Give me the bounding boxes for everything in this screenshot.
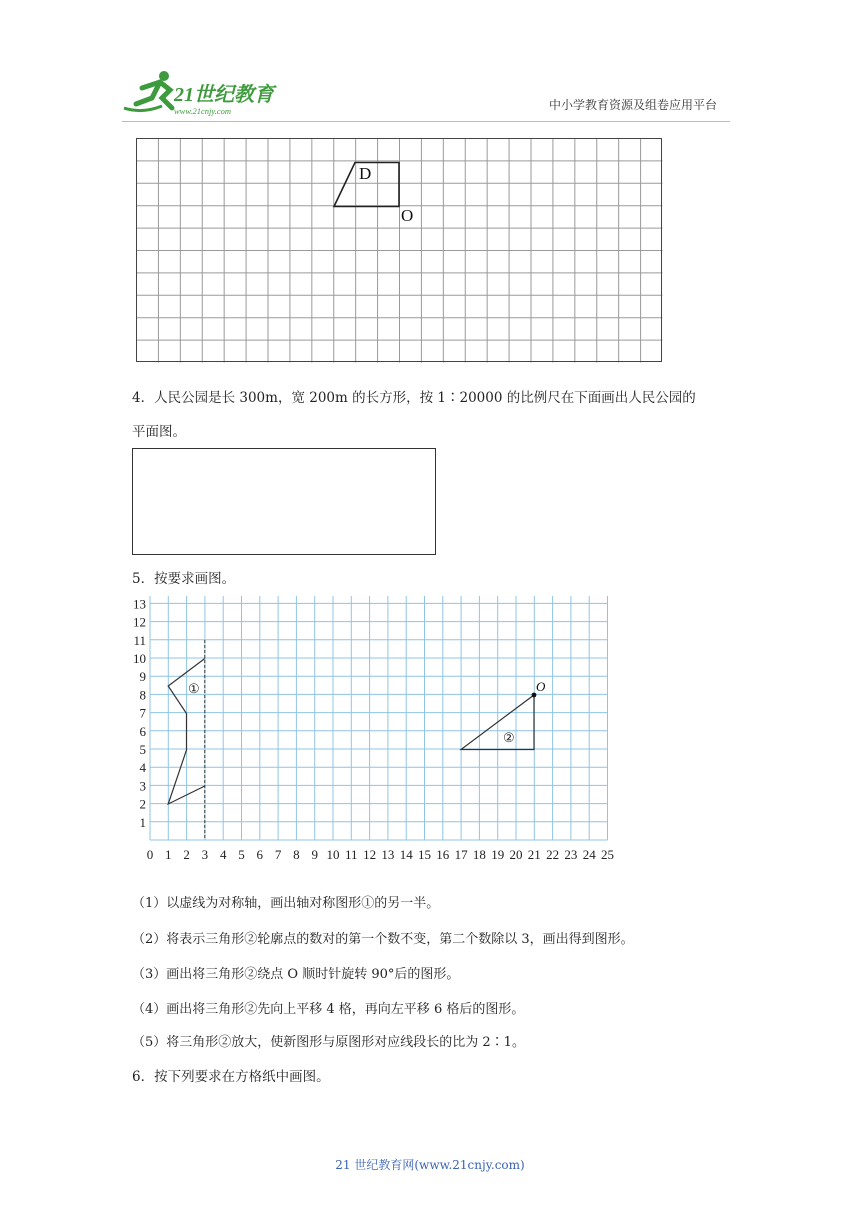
y-tick-label: 11 (133, 632, 146, 648)
x-tick-label: 21 (527, 847, 541, 862)
logo-url-text: www.21cnjy.com (174, 106, 231, 116)
y-tick-label: 5 (139, 742, 146, 757)
coordinate-grid-figure (120, 596, 620, 881)
x-tick-label: 17 (454, 847, 468, 862)
q4-line1: 4．人民公园是长 300m，宽 200m 的长方形，按 1∶20000 的比例尺在下面画出人民公园的 (132, 390, 696, 406)
x-tick-label: 4 (219, 847, 227, 862)
x-tick-label: 19 (491, 847, 505, 862)
x-tick-label: 18 (472, 847, 486, 862)
x-tick-label: 6 (256, 847, 264, 862)
x-tick-label: 13 (381, 847, 395, 862)
x-tick-label: 15 (418, 847, 431, 862)
x-tick-label: 12 (363, 847, 377, 862)
x-tick-label: 7 (274, 847, 282, 862)
grid-figure-1 (136, 138, 664, 364)
q5-sub-4: （4）画出将三角形②先向上平移 4 格，再向左平移 6 格后的图形。 (132, 1002, 525, 1017)
triangle-2-label: ② (503, 730, 515, 745)
footer-text: 21 世纪教育网(www.21cnjy.com) (335, 1158, 525, 1172)
x-tick-label: 11 (345, 847, 358, 862)
y-tick-label: 9 (139, 669, 146, 685)
q5-sub-3: （3）画出将三角形②绕点 O 顺时针旋转 90°后的图形。 (132, 967, 460, 982)
y-tick-label: 6 (139, 723, 146, 739)
x-tick-label: 16 (436, 847, 450, 862)
y-tick-label: 7 (139, 705, 146, 721)
x-tick-label: 14 (399, 847, 413, 862)
q5-title: 5．按要求画图。 (132, 571, 236, 587)
q4-line2: 平面图。 (132, 424, 186, 440)
y-tick-label: 13 (133, 596, 146, 612)
y-tick-label: 4 (139, 760, 146, 776)
shape-1-label: ① (188, 681, 200, 696)
x-tick-label: 2 (183, 847, 190, 862)
x-tick-label: 1 (165, 847, 172, 862)
logo-main-text: 21世纪教育 (174, 84, 274, 106)
x-tick-label: 10 (326, 847, 340, 862)
y-tick-label: 3 (139, 778, 146, 794)
header-tagline: 中小学教育资源及组卷应用平台 (549, 98, 718, 112)
x-tick-label: 9 (311, 847, 318, 862)
x-tick-label: 8 (293, 847, 300, 862)
q5-sub-2: （2）将表示三角形②轮廓点的数对的第一个数不变，第二个数除以 3，画出得到图形。 (132, 932, 634, 947)
y-tick-label: 1 (139, 814, 146, 830)
x-tick-label: 3 (201, 847, 209, 862)
site-logo (122, 68, 292, 118)
y-tick-label: 12 (133, 614, 146, 630)
x-tick-label: 23 (564, 847, 578, 862)
drawing-box (132, 448, 436, 555)
y-tick-label: 10 (133, 651, 146, 666)
x-tick-label: 25 (601, 847, 614, 862)
point-o-label: O (536, 679, 546, 694)
x-tick-label: 24 (582, 847, 596, 862)
runner-logo-icon (124, 71, 172, 111)
header-divider (122, 121, 730, 122)
x-tick-label: 22 (546, 847, 560, 862)
y-tick-label: 2 (139, 796, 146, 812)
x-tick-label: 5 (238, 847, 245, 862)
label-o: O (401, 206, 414, 225)
q6-title: 6．按下列要求在方格纸中画图。 (132, 1069, 330, 1085)
x-tick-label: 0 (146, 847, 154, 862)
x-tick-label: 20 (509, 847, 523, 862)
y-tick-label: 8 (139, 687, 146, 703)
q5-sub-1: （1）以虚线为对称轴，画出轴对称图形①的另一半。 (132, 896, 440, 911)
label-d: D (359, 164, 372, 183)
q5-sub-5: （5）将三角形②放大，使新图形与原图形对应线段长的比为 2∶1。 (132, 1035, 525, 1050)
